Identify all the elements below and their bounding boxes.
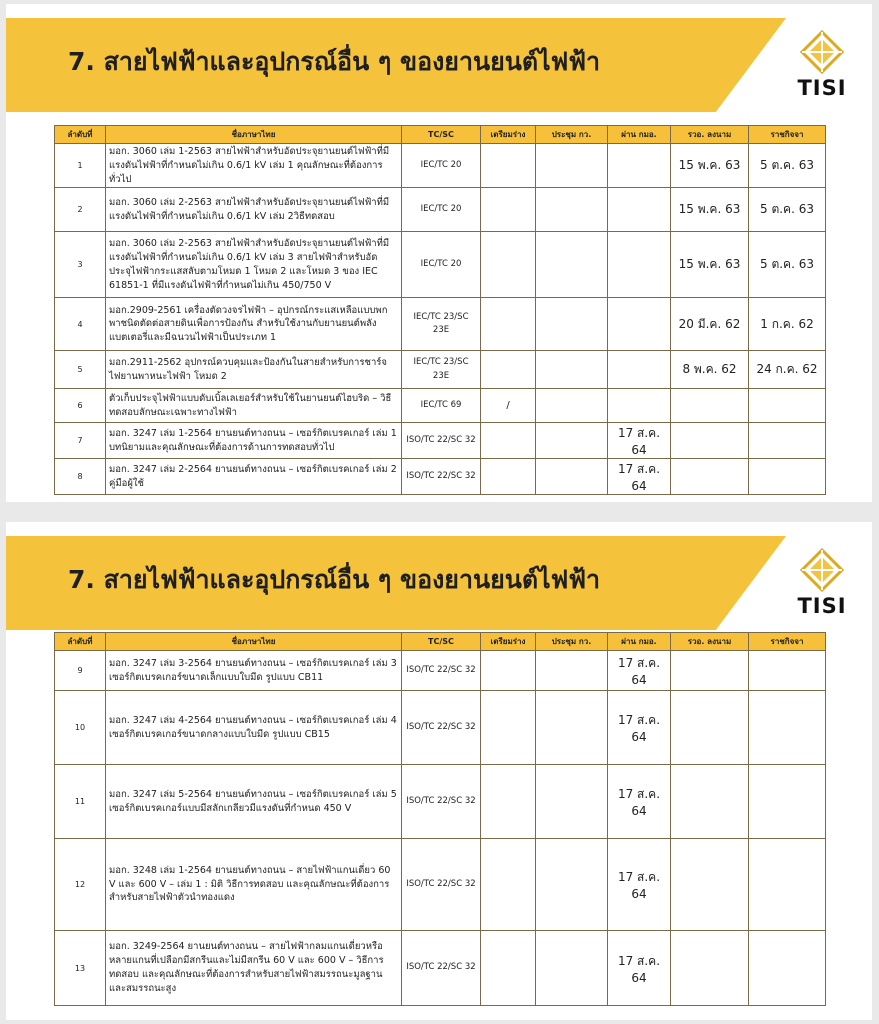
row-prep bbox=[481, 232, 536, 298]
table-row bbox=[55, 351, 826, 389]
row-tc: ISO/TC 22/SC 32 bbox=[402, 931, 481, 1006]
table-row bbox=[55, 144, 826, 188]
row-gazette bbox=[749, 651, 826, 691]
row-name: มอก.2909-2561 เครื่องตัดวงจรไฟฟ้า – อุปกรณ์กระแสเหลือแบบพกพาชนิดตัดต่อสายดินเพื่อการป้องกัน สำหรับใช้งานกับยานยนต์พลังแบตเตอรี่และมีฉนวนไฟฟ้าเป็นประเภท 1 bbox=[106, 298, 402, 351]
header-gazette: ราชกิจจา bbox=[749, 633, 826, 651]
row-name: มอก. 3249-2564 ยานยนต์ทางถนน – สายไฟฟ้ากลมแกนเดี่ยวหรือหลายแกนที่เปลือกมีสกรีนและไม่มีสกรีน 60 V และ 600 V – วิธีการทดสอบ และคุณลักษณะที่ต้องการสำหรับสายไฟฟ้าสมรรถนะมูลฐานและสมรรถนะสูง bbox=[106, 931, 402, 1006]
row-name: มอก. 3247 เล่ม 5-2564 ยานยนต์ทางถนน – เซอร์กิตเบรคเกอร์ เล่ม 5 เซอร์กิตเบรคเกอร์แบบมีสลักเกลียวมีแรงดันที่กำหนด 450 V bbox=[106, 765, 402, 839]
row-prep bbox=[481, 691, 536, 765]
row-no: 6 bbox=[55, 389, 106, 423]
row-signed bbox=[671, 765, 749, 839]
row-name: ตัวเก็บประจุไฟฟ้าแบบดับเบิ้ลเลเยอร์สำหรับใช้ในยานยนต์ไฮบริด – วิธีทดสอบลักษณะเฉพาะทางไฟฟ้า bbox=[106, 389, 402, 423]
row-signed: 20 มี.ค. 62 bbox=[671, 298, 749, 351]
table-row bbox=[55, 691, 826, 765]
row-signed: 8 พ.ค. 62 bbox=[671, 351, 749, 389]
slide-2 bbox=[6, 522, 872, 1020]
table-row bbox=[55, 423, 826, 459]
row-meeting bbox=[536, 651, 608, 691]
row-passed: 17 ส.ค. 64 bbox=[608, 423, 671, 459]
row-passed: 17 ส.ค. 64 bbox=[608, 839, 671, 931]
header-tc-sc: TC/SC bbox=[402, 126, 481, 144]
row-tc: ISO/TC 22/SC 32 bbox=[402, 765, 481, 839]
row-passed bbox=[608, 232, 671, 298]
row-gazette: 1 ก.ค. 62 bbox=[749, 298, 826, 351]
row-name: มอก.2911-2562 อุปกรณ์ควบคุมและป้องกันในสายสำหรับการชาร์จไฟยานพาหนะไฟฟ้า โหมด 2 bbox=[106, 351, 402, 389]
slide-title: 7. สายไฟฟ้าและอุปกรณ์อื่น ๆ ของยานยนต์ไฟฟ้า bbox=[68, 47, 601, 76]
header-meeting: ประชุม กว. bbox=[536, 126, 608, 144]
row-meeting bbox=[536, 298, 608, 351]
row-meeting bbox=[536, 232, 608, 298]
row-prep bbox=[481, 651, 536, 691]
row-passed bbox=[608, 188, 671, 232]
row-passed bbox=[608, 351, 671, 389]
row-tc: ISO/TC 22/SC 32 bbox=[402, 423, 481, 459]
standards-table bbox=[54, 632, 826, 1006]
row-name: มอก. 3060 เล่ม 2-2563 สายไฟฟ้าสำหรับอัดประจุยานยนต์ไฟฟ้าที่มีแรงดันไฟฟ้าที่กำหนดไม่เกิน 0.6/1 kV เล่ม 2วิธีทดสอบ bbox=[106, 188, 402, 232]
row-passed: 17 ส.ค. 64 bbox=[608, 765, 671, 839]
row-prep bbox=[481, 423, 536, 459]
row-gazette bbox=[749, 459, 826, 495]
row-no: 13 bbox=[55, 931, 106, 1006]
header-prep: เตรียมร่าง bbox=[481, 633, 536, 651]
row-signed bbox=[671, 839, 749, 931]
logo-text: TISI bbox=[797, 76, 847, 100]
row-meeting bbox=[536, 931, 608, 1006]
standards-table bbox=[54, 125, 826, 495]
table-row bbox=[55, 839, 826, 931]
row-prep bbox=[481, 144, 536, 188]
tisi-logo bbox=[792, 548, 852, 624]
row-signed bbox=[671, 691, 749, 765]
slide-1 bbox=[6, 4, 872, 502]
row-gazette: 5 ต.ค. 63 bbox=[749, 144, 826, 188]
table-row bbox=[55, 459, 826, 495]
row-tc: IEC/TC 69 bbox=[402, 389, 481, 423]
row-signed bbox=[671, 389, 749, 423]
row-no: 9 bbox=[55, 651, 106, 691]
row-meeting bbox=[536, 188, 608, 232]
table-header-row bbox=[55, 126, 826, 144]
header-thai-name: ชื่อภาษาไทย bbox=[106, 126, 402, 144]
row-prep: / bbox=[481, 389, 536, 423]
row-passed bbox=[608, 298, 671, 351]
header-passed: ผ่าน กมอ. bbox=[608, 126, 671, 144]
row-passed bbox=[608, 144, 671, 188]
header-no: ลำดับที่ bbox=[55, 633, 106, 651]
row-no: 10 bbox=[55, 691, 106, 765]
row-signed: 15 พ.ค. 63 bbox=[671, 232, 749, 298]
row-signed bbox=[671, 459, 749, 495]
row-name: มอก. 3248 เล่ม 1-2564 ยานยนต์ทางถนน – สายไฟฟ้าแกนเดี่ยว 60 V และ 600 V – เล่ม 1 : มิติ วิธีการทดสอบ และคุณลักษณะที่ต้องการสำหรับสายไฟฟ้าตัวนำทองแดง bbox=[106, 839, 402, 931]
row-name: มอก. 3247 เล่ม 4-2564 ยานยนต์ทางถนน – เซอร์กิตเบรคเกอร์ เล่ม 4 เซอร์กิตเบรคเกอร์ขนาดกลางแบบใบมีด รูปแบบ CB15 bbox=[106, 691, 402, 765]
row-meeting bbox=[536, 839, 608, 931]
row-prep bbox=[481, 298, 536, 351]
header-passed: ผ่าน กมอ. bbox=[608, 633, 671, 651]
table-row bbox=[55, 651, 826, 691]
row-meeting bbox=[536, 389, 608, 423]
row-no: 7 bbox=[55, 423, 106, 459]
row-no: 12 bbox=[55, 839, 106, 931]
tisi-emblem-icon bbox=[800, 30, 844, 74]
header-signed: รวอ. ลงนาม bbox=[671, 126, 749, 144]
tisi-emblem-icon bbox=[800, 548, 844, 592]
row-tc: ISO/TC 22/SC 32 bbox=[402, 691, 481, 765]
header-no: ลำดับที่ bbox=[55, 126, 106, 144]
header-signed: รวอ. ลงนาม bbox=[671, 633, 749, 651]
table-row bbox=[55, 298, 826, 351]
row-gazette: 5 ต.ค. 63 bbox=[749, 232, 826, 298]
row-name: มอก. 3247 เล่ม 2-2564 ยานยนต์ทางถนน – เซอร์กิตเบรคเกอร์ เล่ม 2 คู่มือผู้ใช้ bbox=[106, 459, 402, 495]
row-meeting bbox=[536, 423, 608, 459]
row-meeting bbox=[536, 765, 608, 839]
header-prep: เตรียมร่าง bbox=[481, 126, 536, 144]
row-no: 2 bbox=[55, 188, 106, 232]
row-name: มอก. 3247 เล่ม 1-2564 ยานยนต์ทางถนน – เซอร์กิตเบรคเกอร์ เล่ม 1 บทนิยามและคุณลักษณะที่ต้องการด้านการทดสอบทั่วไป bbox=[106, 423, 402, 459]
row-no: 8 bbox=[55, 459, 106, 495]
row-tc: ISO/TC 22/SC 32 bbox=[402, 651, 481, 691]
row-passed: 17 ส.ค. 64 bbox=[608, 931, 671, 1006]
table-row bbox=[55, 931, 826, 1006]
header-meeting: ประชุม กว. bbox=[536, 633, 608, 651]
row-signed bbox=[671, 423, 749, 459]
row-prep bbox=[481, 839, 536, 931]
logo-text: TISI bbox=[797, 594, 847, 618]
row-name: มอก. 3060 เล่ม 1-2563 สายไฟฟ้าสำหรับอัดประจุยานยนต์ไฟฟ้าที่มีแรงดันไฟฟ้าที่กำหนดไม่เกิน 0.6/1 kV เล่ม 1 คุณลักษณะที่ต้องการทั่วไป bbox=[106, 144, 402, 188]
row-tc: IEC/TC 20 bbox=[402, 144, 481, 188]
row-no: 4 bbox=[55, 298, 106, 351]
row-name: มอก. 3060 เล่ม 2-2563 สายไฟฟ้าสำหรับอัดประจุยานยนต์ไฟฟ้าที่มีแรงดันไฟฟ้าที่กำหนดไม่เกิน 0.6/1 kV เล่ม 3 สายไฟฟ้าสำหรับอัดประจุไฟฟ้ากระแสสลับตามโหมด 1 โหมด 2 และโหมด 3 ของ IEC 61851-1 ที่มีแรงดันไฟฟ้าที่กำหนดไม่เกิน 450/750 V bbox=[106, 232, 402, 298]
row-name: มอก. 3247 เล่ม 3-2564 ยานยนต์ทางถนน – เซอร์กิตเบรคเกอร์ เล่ม 3 เซอร์กิตเบรคเกอร์ขนาดเล็กแบบใบมีด รูปแบบ CB11 bbox=[106, 651, 402, 691]
row-prep bbox=[481, 351, 536, 389]
row-tc: ISO/TC 22/SC 32 bbox=[402, 459, 481, 495]
slide-title: 7. สายไฟฟ้าและอุปกรณ์อื่น ๆ ของยานยนต์ไฟฟ้า bbox=[68, 565, 601, 594]
row-no: 5 bbox=[55, 351, 106, 389]
row-gazette bbox=[749, 389, 826, 423]
table-header-row bbox=[55, 633, 826, 651]
header-thai-name: ชื่อภาษาไทย bbox=[106, 633, 402, 651]
table-row bbox=[55, 389, 826, 423]
header-gazette: ราชกิจจา bbox=[749, 126, 826, 144]
row-passed bbox=[608, 389, 671, 423]
row-tc: IEC/TC 23/SC 23E bbox=[402, 298, 481, 351]
row-gazette: 24 ก.ค. 62 bbox=[749, 351, 826, 389]
row-tc: ISO/TC 22/SC 32 bbox=[402, 839, 481, 931]
row-gazette bbox=[749, 423, 826, 459]
header-tc-sc: TC/SC bbox=[402, 633, 481, 651]
row-meeting bbox=[536, 144, 608, 188]
table-row bbox=[55, 765, 826, 839]
row-gazette: 5 ต.ค. 63 bbox=[749, 188, 826, 232]
row-passed: 17 ส.ค. 64 bbox=[608, 691, 671, 765]
row-passed: 17 ส.ค. 64 bbox=[608, 459, 671, 495]
row-meeting bbox=[536, 691, 608, 765]
row-prep bbox=[481, 765, 536, 839]
row-gazette bbox=[749, 931, 826, 1006]
row-prep bbox=[481, 459, 536, 495]
row-gazette bbox=[749, 839, 826, 931]
row-passed: 17 ส.ค. 64 bbox=[608, 651, 671, 691]
row-no: 11 bbox=[55, 765, 106, 839]
row-signed bbox=[671, 931, 749, 1006]
row-gazette bbox=[749, 691, 826, 765]
row-tc: IEC/TC 20 bbox=[402, 188, 481, 232]
tisi-logo bbox=[792, 30, 852, 106]
row-meeting bbox=[536, 459, 608, 495]
row-gazette bbox=[749, 765, 826, 839]
row-signed: 15 พ.ค. 63 bbox=[671, 144, 749, 188]
row-no: 1 bbox=[55, 144, 106, 188]
row-prep bbox=[481, 931, 536, 1006]
row-no: 3 bbox=[55, 232, 106, 298]
table-row bbox=[55, 232, 826, 298]
row-tc: IEC/TC 20 bbox=[402, 232, 481, 298]
row-prep bbox=[481, 188, 536, 232]
row-meeting bbox=[536, 351, 608, 389]
row-signed bbox=[671, 651, 749, 691]
row-tc: IEC/TC 23/SC 23E bbox=[402, 351, 481, 389]
row-signed: 15 พ.ค. 63 bbox=[671, 188, 749, 232]
table-row bbox=[55, 188, 826, 232]
